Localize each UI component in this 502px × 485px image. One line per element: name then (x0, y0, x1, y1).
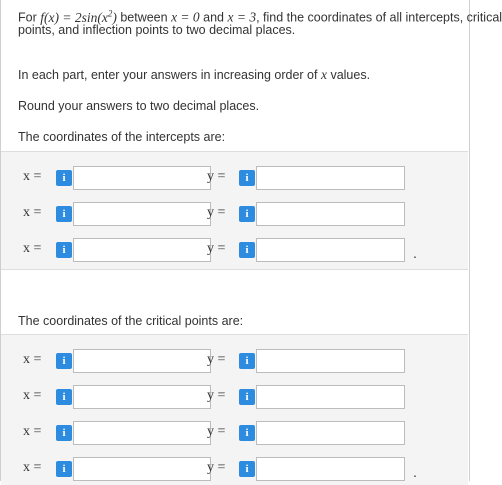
x-value-input[interactable] (73, 457, 211, 481)
info-icon[interactable]: i (56, 170, 72, 186)
info-icon[interactable]: i (239, 170, 255, 186)
critical-section (1, 334, 468, 485)
info-icon[interactable]: i (56, 461, 72, 477)
row-trailing-punctuation: . (413, 464, 417, 480)
y-value-input[interactable] (256, 166, 405, 190)
and-text: and (203, 10, 225, 25)
x-value-input[interactable] (73, 166, 211, 190)
info-icon[interactable]: i (239, 425, 255, 441)
x-label: x = (23, 460, 42, 475)
info-icon[interactable]: i (239, 353, 255, 369)
row-trailing-punctuation: . (413, 245, 417, 261)
info-icon[interactable]: i (239, 242, 255, 258)
x-value-input[interactable] (73, 421, 211, 445)
info-icon[interactable]: i (239, 461, 255, 477)
y-label: y = (207, 169, 226, 184)
y-value-input[interactable] (256, 238, 405, 262)
y-value-input[interactable] (256, 349, 405, 373)
info-icon[interactable]: i (56, 425, 72, 441)
x-value-input[interactable] (73, 202, 211, 226)
intro-prefix: For (18, 10, 37, 25)
coordinate-row (1, 421, 468, 445)
function-expression: $f(x) = 2\sin(x^2)$ (40, 8, 117, 25)
coordinate-row (1, 385, 468, 409)
intercepts-section (1, 151, 468, 270)
x-label: x = (23, 388, 42, 403)
x-value-input[interactable] (73, 385, 211, 409)
info-icon[interactable]: i (56, 389, 72, 405)
info-icon[interactable]: i (56, 353, 72, 369)
y-label: y = (207, 352, 226, 367)
info-icon[interactable]: i (56, 206, 72, 222)
info-icon[interactable]: i (239, 389, 255, 405)
x-value-input[interactable] (73, 238, 211, 262)
y-value-input[interactable] (256, 457, 405, 481)
x-label: x = (23, 424, 42, 439)
coordinate-row (1, 349, 468, 373)
y-value-input[interactable] (256, 385, 405, 409)
critical-heading: The coordinates of the critical points are: (18, 314, 244, 328)
y-label: y = (207, 388, 226, 403)
coordinate-row (1, 457, 468, 481)
upper-bound: x = 3 (227, 9, 257, 25)
coordinate-row (1, 202, 468, 226)
between-text: between (120, 10, 168, 25)
info-icon[interactable]: i (56, 242, 72, 258)
y-label: y = (207, 460, 226, 475)
y-label: y = (207, 241, 226, 256)
lower-bound: x = 0 (171, 9, 200, 25)
coordinate-row (1, 238, 468, 262)
y-label: y = (207, 424, 226, 439)
x-label: x = (23, 352, 42, 367)
coordinate-row (1, 166, 468, 190)
question-line-2: points, and inflection points to two decimal places. (18, 23, 296, 37)
order-instruction: In each part, enter your answers in increasing order of x values. (18, 67, 371, 82)
right-frame-border (469, 0, 470, 481)
y-value-input[interactable] (256, 202, 405, 226)
info-icon[interactable]: i (239, 206, 255, 222)
x-label: x = (23, 205, 42, 220)
round-instruction: Round your answers to two decimal places. (18, 99, 260, 113)
y-label: y = (207, 205, 226, 220)
intercepts-heading: The coordinates of the intercepts are: (18, 130, 226, 144)
y-value-input[interactable] (256, 421, 405, 445)
x-label: x = (23, 169, 42, 184)
x-value-input[interactable] (73, 349, 211, 373)
intro-suffix: , find the coordinates of all intercepts, critical (256, 10, 502, 25)
x-label: x = (23, 241, 42, 256)
